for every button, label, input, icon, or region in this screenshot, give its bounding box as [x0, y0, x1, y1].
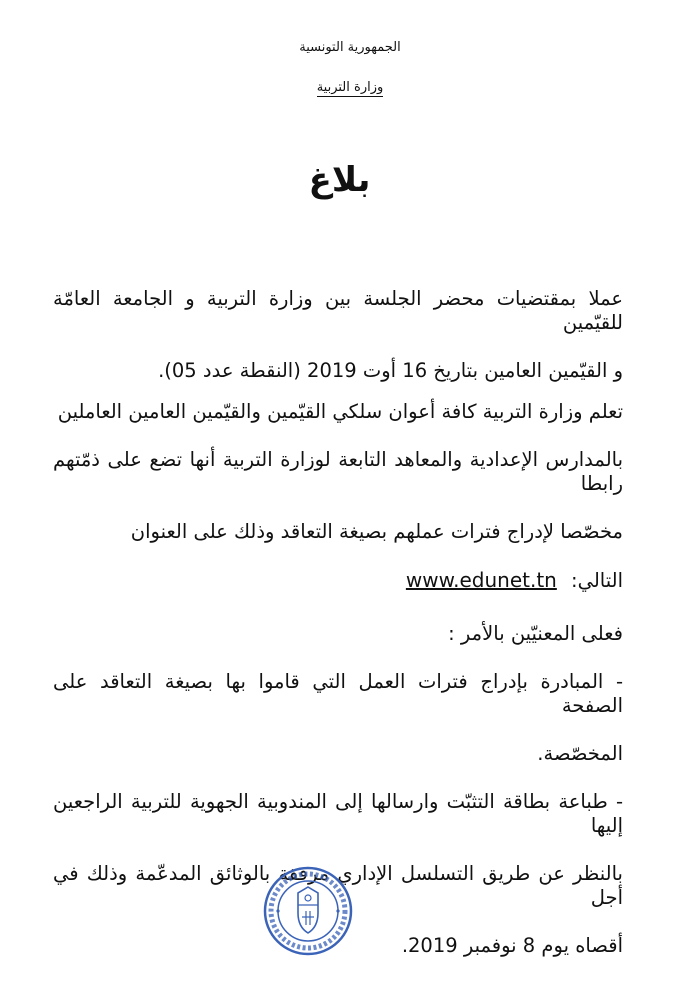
official-seal-icon — [262, 865, 354, 957]
paragraph-announcement-line-4 — [53, 568, 623, 593]
paragraph-announcement-line-2: بالمدارس الإعدادية والمعاهد التابعة لوزارة التربية أنها تضع على ذمّتهم رابطا — [53, 448, 623, 495]
instruction-item-1-line-2: المخصّصة. — [537, 742, 623, 765]
instruction-item-2-line-1: - طباعة بطاقة التثبّت وارسالها إلى المندوبية الجهوية للتربية الراجعين إليها — [53, 790, 623, 837]
paragraph-intro-line-2: و القيّمين العامين بتاريخ 16 أوت 2019 (النقطة عدد 05). — [158, 359, 623, 382]
instruction-item-2-line-2: بالنظر عن طريق التسلسل الإداري مرفقة بالوثائق المدعّمة وذلك في أجل — [53, 862, 623, 909]
address-label: التالي: — [571, 569, 623, 592]
paragraph-intro — [53, 287, 623, 383]
instruction-item-2-line-3: أقصاه يوم 8 نوفمبر 2019. — [401, 934, 623, 957]
paragraph-announcement-line-1: تعلم وزارة التربية كافة أعوان سلكي القيّمين والقيّمين العامين العاملين — [57, 400, 623, 423]
instruction-item-1-line-1: - المبادرة بإدراج فترات العمل التي قاموا بها بصيغة التعاقد على الصفحة — [53, 670, 623, 717]
instructions-intro: فعلى المعنيّين بالأمر : — [448, 622, 623, 645]
ministry-name — [250, 80, 450, 95]
page-title: بلاغ — [308, 160, 371, 200]
paragraph-intro-line-1: عملا بمقتضيات محضر الجلسة بين وزارة التربية و الجامعة العامّة للقيّمين — [53, 287, 623, 334]
website-link[interactable]: www.edunet.tn — [405, 568, 557, 592]
paragraph-announcement-line-3: مخصّصا لإدراج فترات عملهم بصيغة التعاقد وذلك على العنوان — [130, 520, 623, 543]
country-name: الجمهورية التونسية — [299, 40, 401, 55]
ministry-name-text: وزارة التربية — [316, 80, 384, 95]
paragraph-announcement — [53, 400, 623, 617]
